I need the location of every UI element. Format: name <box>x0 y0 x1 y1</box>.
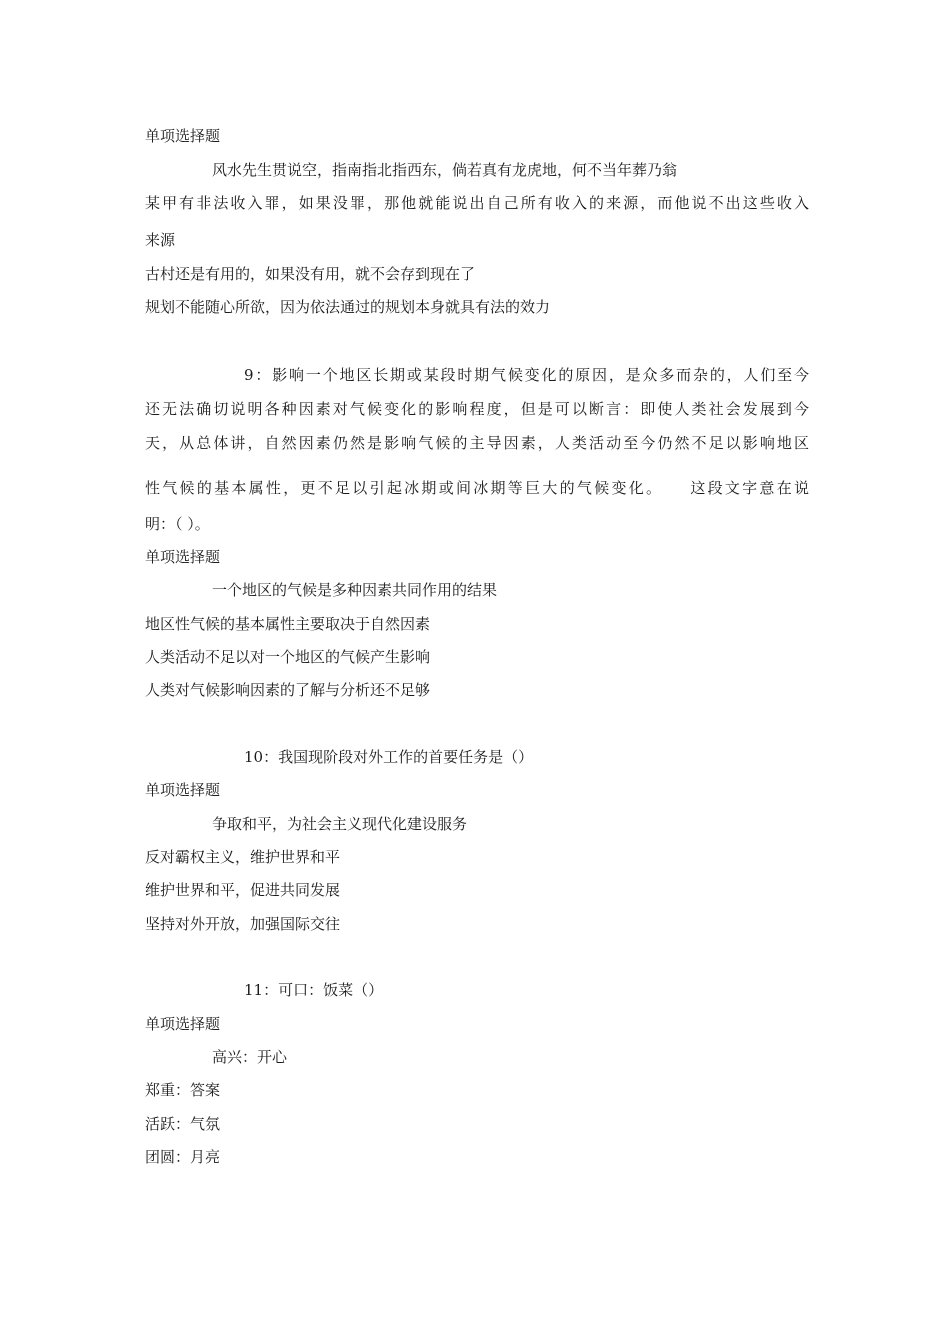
q11-type-label: 单项选择题 <box>145 1015 221 1033</box>
q11-option-a: 高兴：开心 <box>212 1048 288 1066</box>
q11-option-c: 活跃：气氛 <box>145 1115 221 1133</box>
q11-option-d: 团圆：月亮 <box>145 1148 221 1166</box>
q9-stem-line-5: 明：（ ）。 <box>145 515 210 533</box>
q8-option-b: 某甲有非法收入罪，如果没罪，那他就能说出自己所有收入的来源，而他说不出这些收入 <box>145 194 809 212</box>
q9-stem-line-3: 天，从总体讲，自然因素仍然是影响气候的主导因素，人类活动至今仍然不足以影响地区 <box>145 434 809 452</box>
q9-option-b: 地区性气候的基本属性主要取决于自然因素 <box>145 615 431 633</box>
q10-option-b: 反对霸权主义，维护世界和平 <box>145 848 341 866</box>
q10-option-d: 坚持对外开放，加强国际交往 <box>145 915 341 933</box>
q8-option-a: 风水先生贯说空，指南指北指西东，倘若真有龙虎地，何不当年葬乃翁 <box>212 161 678 179</box>
q9-stem-line-1: 9：影响一个地区长期或某段时期气候变化的原因，是众多而杂的，人们至今 <box>244 366 809 384</box>
q9-option-d: 人类对气候影响因素的了解与分析还不足够 <box>145 681 431 699</box>
q9-option-a: 一个地区的气候是多种因素共同作用的结果 <box>212 581 498 599</box>
q10-option-c: 维护世界和平，促进共同发展 <box>145 881 341 899</box>
q11-option-b: 郑重：答案 <box>145 1081 221 1099</box>
q10-type-label: 单项选择题 <box>145 781 221 799</box>
q10-option-a: 争取和平，为社会主义现代化建设服务 <box>212 815 468 833</box>
q8-option-c: 古村还是有用的，如果没有用，就不会存到现在了 <box>145 265 476 283</box>
q9-stem-line-4: 性气候的基本属性，更不足以引起冰期或间冰期等巨大的气候变化。 这段文字意在说 <box>145 479 809 497</box>
q9-type-label: 单项选择题 <box>145 548 221 566</box>
q8-option-d: 规划不能随心所欲，因为依法通过的规划本身就具有法的效力 <box>145 298 551 316</box>
q9-stem-line-2: 还无法确切说明各种因素对气候变化的影响程度，但是可以断言：即使人类社会发展到今 <box>145 400 809 418</box>
q11-stem: 11：可口：饭菜（） <box>244 981 384 999</box>
q8-option-b-continued: 来源 <box>145 231 176 249</box>
q10-stem: 10：我国现阶段对外工作的首要任务是（） <box>244 748 534 766</box>
q8-type-label: 单项选择题 <box>145 127 221 145</box>
q9-option-c: 人类活动不足以对一个地区的气候产生影响 <box>145 648 431 666</box>
